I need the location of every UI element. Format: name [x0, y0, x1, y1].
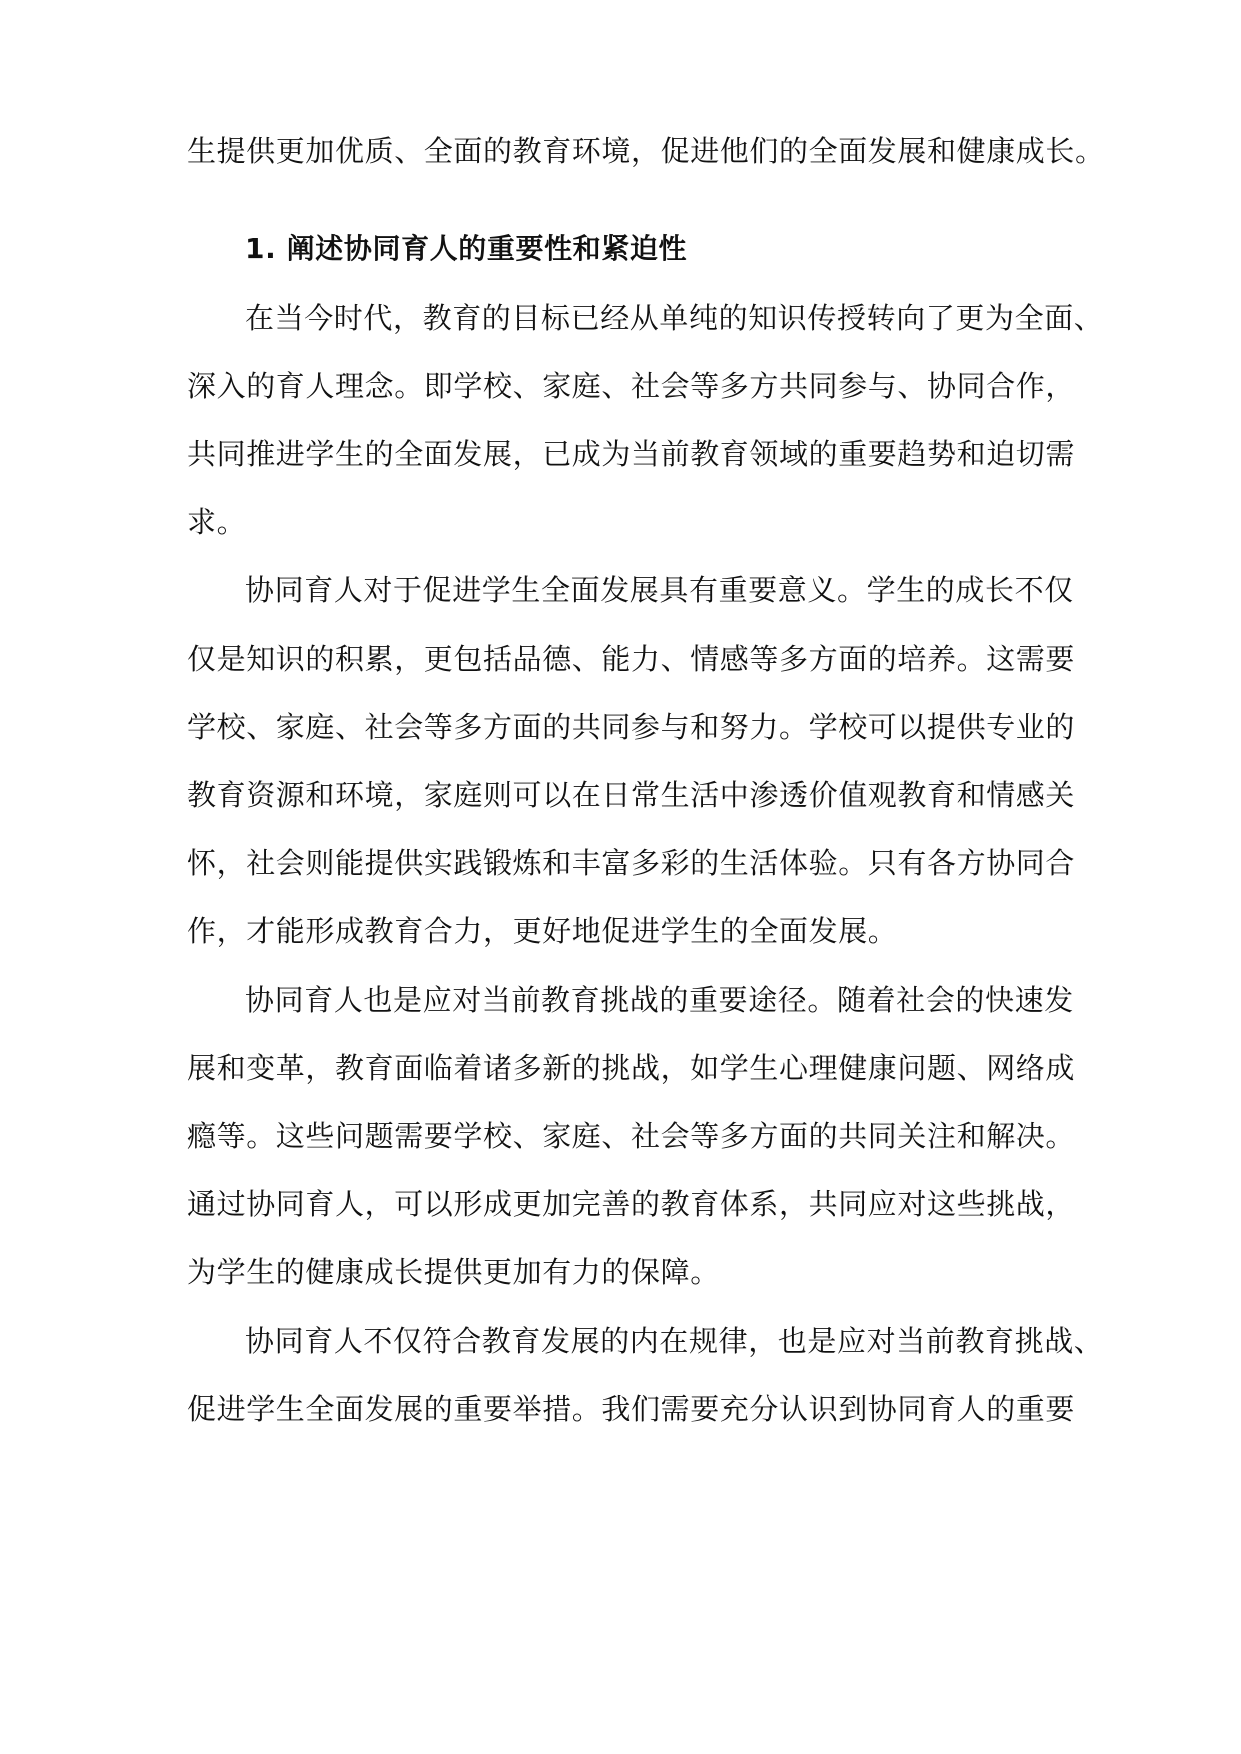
text-line: 展和变革，教育面临着诸多新的挑战，如学生心理健康问题、网络成: [187, 1051, 1076, 1085]
text-line: 求。: [187, 505, 247, 539]
text-line: 协同育人对于促进学生全面发展具有重要意义。学生的成长不仅: [245, 573, 1074, 607]
text-line: 协同育人也是应对当前教育挑战的重要途径。随着社会的快速发: [245, 983, 1074, 1017]
text-line: 作，才能形成教育合力，更好地促进学生的全面发展。: [187, 914, 898, 948]
text-line: 为学生的健康成长提供更加有力的保障。: [187, 1255, 720, 1289]
section-heading: 1. 阐述协同育人的重要性和紧迫性: [245, 232, 688, 265]
text-line: 共同推进学生的全面发展，已成为当前教育领域的重要趋势和迫切需: [187, 437, 1076, 471]
text-line: 通过协同育人，可以形成更加完善的教育体系，共同应对这些挑战，: [187, 1187, 1076, 1221]
text-line: 教育资源和环境，家庭则可以在日常生活中渗透价值观教育和情感关: [187, 778, 1076, 812]
text-line: 怀，社会则能提供实践锻炼和丰富多彩的生活体验。只有各方协同合: [187, 846, 1076, 880]
text-line: 促进学生全面发展的重要举措。我们需要充分认识到协同育人的重要: [187, 1392, 1076, 1426]
text-line: 瘾等。这些问题需要学校、家庭、社会等多方面的共同关注和解决。: [187, 1119, 1076, 1153]
text-line: 深入的育人理念。即学校、家庭、社会等多方共同参与、协同合作，: [187, 369, 1076, 403]
text-line: 学校、家庭、社会等多方面的共同参与和努力。学校可以提供专业的: [187, 710, 1076, 744]
text-line: 生提供更加优质、全面的教育环境，促进他们的全面发展和健康成长。: [187, 134, 1105, 168]
text-line: 协同育人不仅符合教育发展的内在规律，也是应对当前教育挑战、: [245, 1324, 1104, 1358]
text-line: 仅是知识的积累，更包括品德、能力、情感等多方面的培养。这需要: [187, 642, 1076, 676]
text-line: 在当今时代，教育的目标已经从单纯的知识传授转向了更为全面、: [245, 301, 1104, 335]
